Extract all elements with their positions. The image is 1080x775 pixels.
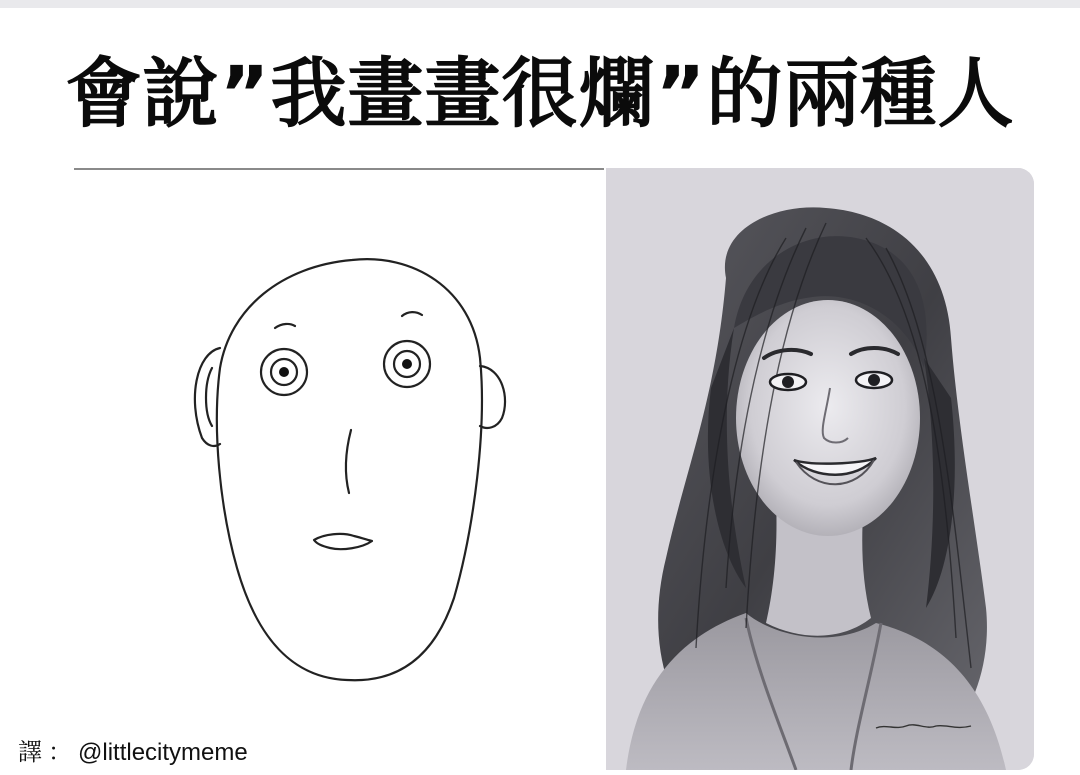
credit-handle: @littlecitymeme [78,739,248,766]
nose [346,430,351,493]
head-outline [217,259,482,680]
right-eyebrow [402,312,422,316]
crude-face-drawing [62,168,607,758]
translator-credit [18,738,248,768]
left-drawing-panel [62,168,607,758]
right-ear [480,366,505,428]
top-strip [0,0,1080,8]
meme-title: 會說”我畫畫很爛”的兩種人 [65,49,1015,138]
left-eyebrow [275,324,295,328]
right-drawing-panel [606,168,1034,770]
realistic-portrait-sketch [606,168,1034,770]
credit-prefix: 譯 [18,739,42,766]
credit-separator: ： [48,739,72,766]
mouth [314,534,372,549]
face [736,300,920,536]
